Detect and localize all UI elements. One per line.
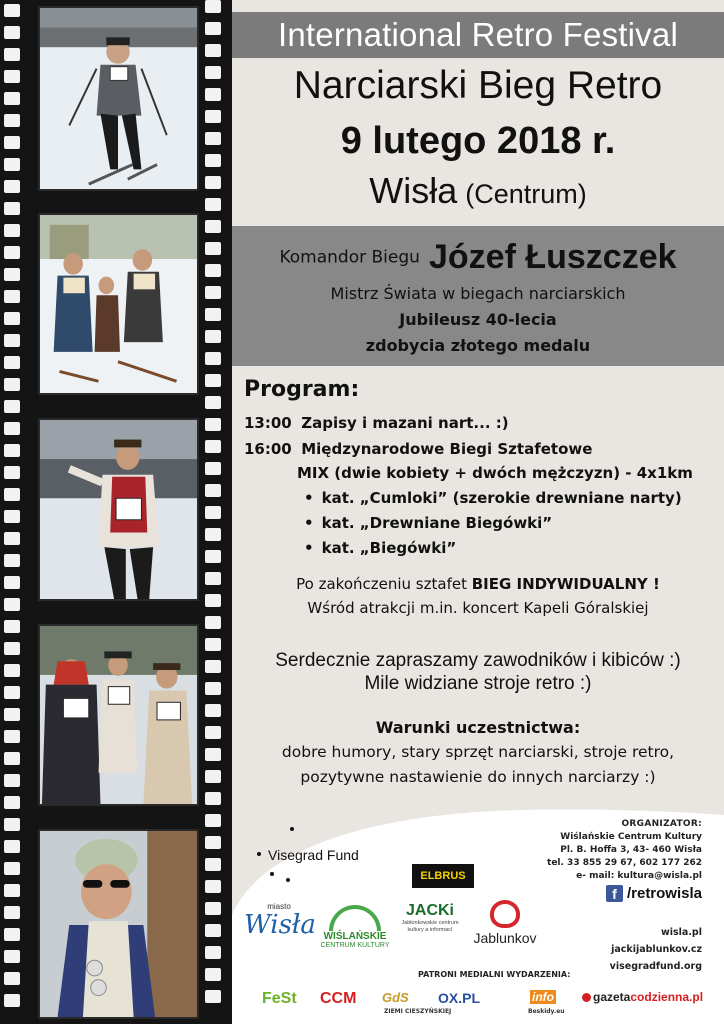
film-sprocket-hole [4,70,20,83]
film-sprocket-hole [205,946,221,959]
commander-title: Mistrz Świata w biegach narciarskich [330,284,626,303]
gazeta-codzienna-logo [582,990,703,1004]
media-patrons-heading: PATRONI MEDIALNI WYDARZENIA: [418,970,571,979]
category-item: • kat. „Biegówki” [304,539,456,557]
program-text: Zapisy i mazani nart... :) [301,414,509,432]
wislanskie-centrum-logo [320,905,390,949]
film-sprocket-hole [4,180,20,193]
film-sprocket-hole [4,92,20,105]
film-sprocket-hole [4,774,20,787]
film-sprocket-hole [4,972,20,985]
film-sprocket-hole [205,0,221,13]
film-sprocket-hole [4,576,20,589]
film-sprocket-hole [205,396,221,409]
jacki-name: JACKi [405,902,454,919]
gazeta-a: gazeta [593,990,631,1004]
jablunkov-name: Jablunkov [473,930,537,946]
film-sprocket-hole [205,462,221,475]
film-sprocket-hole [205,726,221,739]
jacki-sub: Jabłonkowskie centrum kultury a informací [401,920,459,933]
film-sprocket-hole [4,26,20,39]
film-sprocket-hole [205,352,221,365]
film-sprocket-hole [4,906,20,919]
film-sprocket-hole [205,374,221,387]
category-item: • kat. „Cumloki” (szerokie drewniane narty) [304,489,682,507]
film-sprocket-hole [4,334,20,347]
film-sprocket-hole [205,990,221,1003]
film-sprocket-hole [4,554,20,567]
organizer-block [547,818,702,883]
program-time: 13:00 [244,414,292,432]
film-sprocket-hole [205,22,221,35]
film-sprocket-hole [205,682,221,695]
film-sprocket-hole [4,400,20,413]
program-item [244,440,592,458]
film-sprocket-hole [205,814,221,827]
visegrad-dot [290,827,294,831]
program-item [244,414,509,432]
film-sprocket-hole [4,224,20,237]
film-sprocket-hole [205,198,221,211]
film-sprocket-hole [205,44,221,57]
film-sprocket-hole [4,928,20,941]
film-sprocket-hole [4,510,20,523]
film-sprockets-left [4,4,20,1016]
facebook-link[interactable] [606,885,702,902]
ox-pl-a: OX [438,990,459,1006]
commander-role: Komandor Biegu [279,247,420,268]
film-sprocket-hole [4,48,20,61]
conditions-line-1: dobre humory, stary sprzęt narciarski, stroje retro, [281,743,675,761]
ox-pl-b: .PL [458,990,481,1006]
film-sprocket-hole [205,242,221,255]
film-sprocket-hole [205,638,221,651]
conditions-heading: Warunki uczestnictwa: [375,718,581,737]
film-sprocket-hole [205,176,221,189]
film-sprocket-hole [4,356,20,369]
film-sprocket-hole [205,572,221,585]
event-place [232,170,724,212]
ox-pl-logo [438,990,480,1006]
program-mix-line: MIX (dwie kobiety + dwóch mężczyzn) - 4x1km [297,464,693,482]
visegrad-dot [286,878,290,882]
event-title: Narciarski Bieg Retro [293,64,663,107]
partner-links [610,924,702,975]
film-sprocket-hole [205,506,221,519]
film-sprocket-hole [4,862,20,875]
film-sprocket-hole [4,686,20,699]
film-sprocket-hole [4,268,20,281]
link-visegrad[interactable]: visegradfund.org [609,961,702,972]
film-sprocket-hole [205,660,221,673]
photo-portrait-frame [38,829,199,1019]
film-sprocket-hole [205,704,221,717]
fest-radio-logo: FeSt [262,990,297,1007]
program-time: 16:00 [244,440,292,458]
film-sprocket-hole [4,444,20,457]
info-beskidy-logo: info [532,990,554,1004]
photo-group-frame [38,624,199,806]
photo-man-bib-frame [38,418,199,601]
apple-icon [490,900,520,928]
wcentrum-name: WIŚLAŃSKIE [323,931,387,942]
film-sprocket-hole [4,884,20,897]
gazeta-dot-icon [582,993,591,1002]
info-beskidy-sub: Beskidy.eu [528,1008,565,1015]
film-sprocket-hole [205,902,221,915]
film-sprocket-hole [205,792,221,805]
film-sprocket-hole [205,286,221,299]
invite-line-2: Mile widziane stroje retro :) [364,673,592,694]
jablunkov-logo [470,900,540,946]
visegrad-dot [257,852,261,856]
film-sprocket-hole [4,664,20,677]
after-relay-line [232,575,724,593]
visegrad-fund-label: Visegrad Fund [268,847,359,863]
commander-box [232,226,724,366]
film-sprocket-hole [4,422,20,435]
film-sprocket-hole [4,312,20,325]
film-sprocket-hole [205,66,221,79]
film-sprocket-hole [4,246,20,259]
wisla-logo-text: Wisła [244,910,316,940]
film-sprocket-hole [4,114,20,127]
film-sprocket-hole [205,132,221,145]
film-sprocket-hole [205,836,221,849]
organizer-phone: tel. 33 855 29 67, 602 177 262 [547,858,702,868]
organizer-email[interactable]: e- mail: kultura@wisla.pl [576,871,702,881]
film-sprocket-hole [205,550,221,563]
film-sprocket-hole [4,620,20,633]
wcentrum-arc-icon [329,905,381,931]
film-sprocket-hole [4,532,20,545]
after-relay-text: Po zakończeniu sztafet [296,575,472,593]
film-sprocket-hole [205,968,221,981]
commander-jubilee-2: zdobycia złotego medalu [365,336,591,355]
commander-name: Józef Łuszczek [429,238,677,276]
film-sprocket-hole [4,730,20,743]
link-jacki[interactable]: jackijablunkov.cz [611,944,702,955]
gds-sub: ZIEMI CIESZYŃSKIEJ [384,1008,452,1015]
film-sprocket-hole [4,950,20,963]
event-date: 9 lutego 2018 r. [340,120,616,162]
photo-skier-frame [38,6,199,191]
film-sprocket-hole [4,598,20,611]
wisla-logo-small: miasto [267,902,291,911]
commander-line [232,238,724,277]
jacki-logo [397,902,463,934]
film-sprocket-hole [205,308,221,321]
film-sprocket-hole [205,528,221,541]
link-wisla[interactable]: wisla.pl [660,927,702,938]
film-sprocket-hole [205,484,221,497]
film-sprocket-hole [205,770,221,783]
film-sprocket-hole [205,880,221,893]
film-sprocket-hole [4,158,20,171]
gazeta-b: codzienna.pl [630,990,704,1004]
program-heading: Program: [244,377,360,402]
photo-women-frame [38,213,199,395]
film-sprocket-hole [205,88,221,101]
category-item: • kat. „Drewniane Biegówki” [304,514,552,532]
film-sprocket-hole [205,264,221,277]
film-sprocket-hole [4,796,20,809]
film-sprocket-hole [205,748,221,761]
film-sprocket-hole [4,136,20,149]
film-sprocket-hole [4,818,20,831]
wcentrum-sub: CENTRUM KULTURY [320,942,390,949]
film-sprocket-hole [4,994,20,1007]
attractions-line: Wśród atrakcji m.in. koncert Kapeli Góralskiej [307,599,649,617]
film-sprocket-hole [4,378,20,391]
film-strip [0,0,232,1024]
conditions-line-2: pozytywne nastawienie do innych narciarzy :) [300,768,656,786]
film-sprocket-hole [4,488,20,501]
ccm-radio-logo: CCM [320,990,357,1007]
program-text: Międzynarodowe Biegi Sztafetowe [301,440,593,458]
festival-banner: International Retro Festival [232,12,724,58]
film-sprocket-hole [4,708,20,721]
visegrad-dot [270,872,274,876]
film-sprocket-hole [4,466,20,479]
film-sprocket-hole [205,330,221,343]
visegrad-fund-logo [252,822,382,892]
film-sprocket-hole [205,858,221,871]
elbrus-logo: ELBRUS [412,864,474,888]
film-sprocket-hole [205,154,221,167]
film-sprocket-hole [4,4,20,17]
film-sprocket-hole [205,440,221,453]
film-sprocket-hole [4,290,20,303]
film-sprocket-hole [4,642,20,655]
film-sprocket-hole [205,924,221,937]
event-venue: (Centrum) [465,179,587,209]
commander-jubilee: Jubileusz 40-lecia [399,310,557,329]
organizer-name: Wiślańskie Centrum Kultury [560,832,702,842]
facebook-handle: /retrowisla [626,885,702,902]
invite-line-1: Serdecznie zapraszamy zawodników i kibiców :) [275,650,681,671]
film-sprocket-hole [4,202,20,215]
facebook-icon: f [606,885,623,902]
gds-logo: GdS [382,990,409,1005]
film-sprocket-hole [205,418,221,431]
film-sprocket-hole [205,220,221,233]
wisla-city-logo [244,902,314,939]
film-sprocket-hole [4,840,20,853]
event-city: Wisła [369,170,458,211]
individual-race-label: BIEG INDYWIDUALNY ! [471,575,660,593]
organizer-heading: ORGANIZATOR: [621,819,702,829]
organizer-address: Pl. B. Hoffa 3, 43- 460 Wisła [560,845,702,855]
film-sprocket-hole [4,752,20,765]
film-sprocket-hole [205,616,221,629]
film-sprocket-hole [205,110,221,123]
film-sprocket-hole [205,594,221,607]
